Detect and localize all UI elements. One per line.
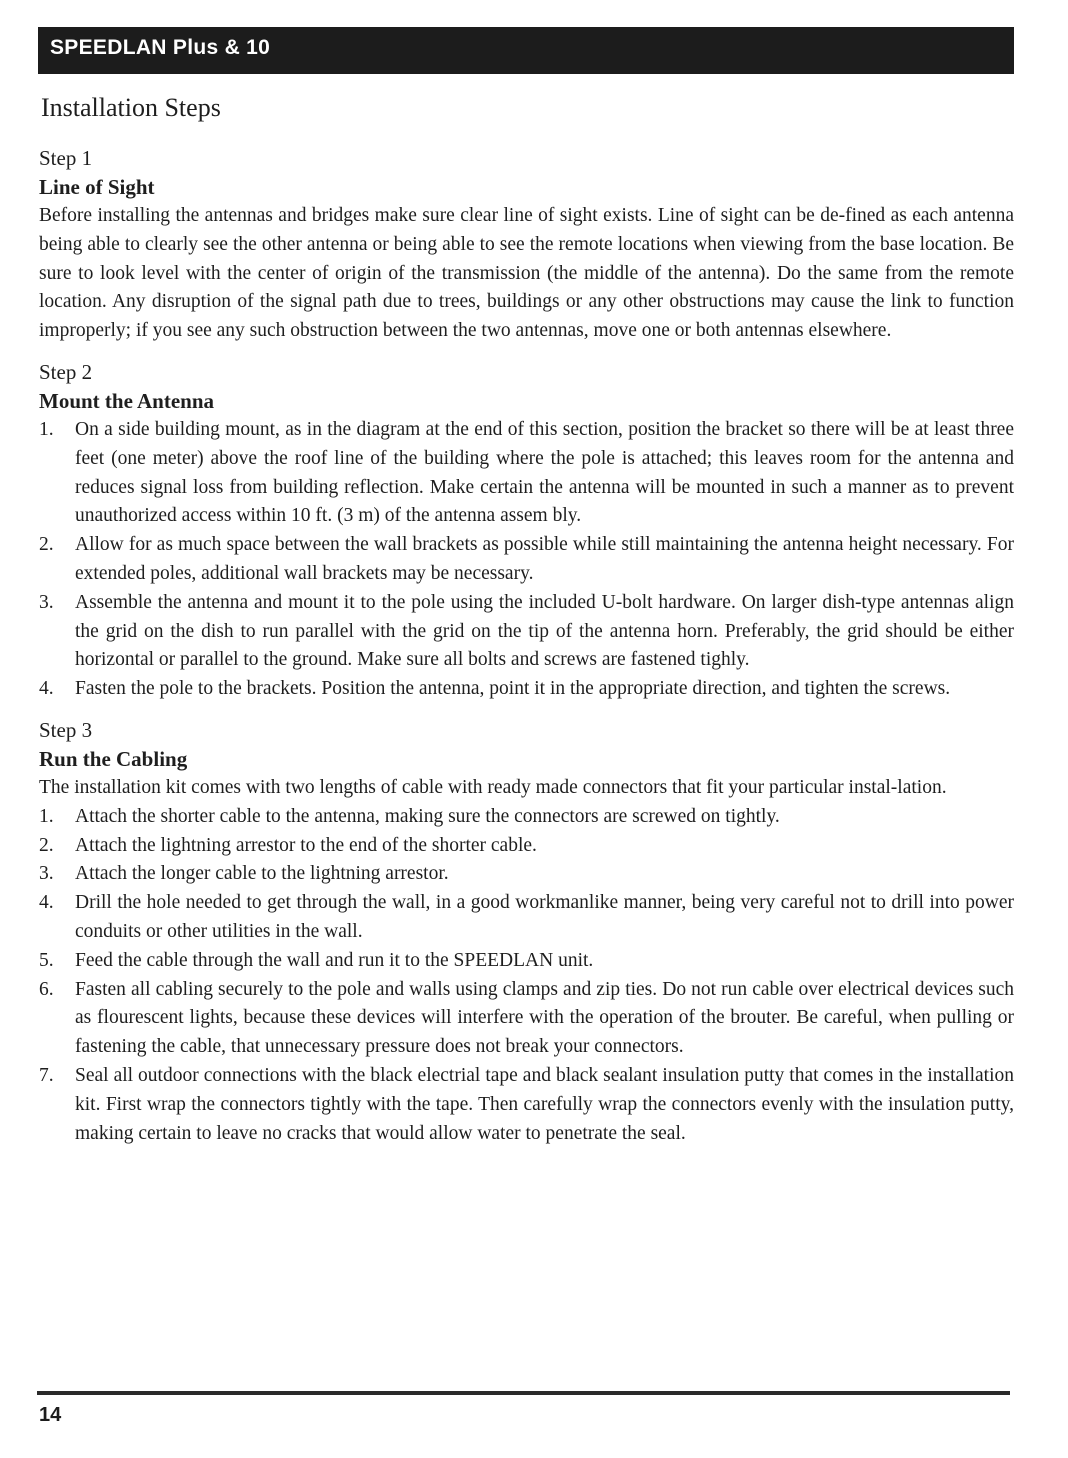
- list-item-text: Attach the lightning arrestor to the end of the shorter cable.: [75, 834, 537, 856]
- list-item-text: Fasten the pole to the brackets. Position the antenna, point it in the appropriate direction, and tighten the screws.: [75, 678, 951, 700]
- list-item-text: Allow for as much space between the wall brackets as possible while still maintaining the antenna height necessary. For extended poles, additional wall brackets may be necessary.: [75, 534, 1014, 584]
- list-item-text: Attach the longer cable to the lightning arrestor.: [75, 863, 449, 885]
- list-item: [39, 531, 1014, 589]
- header-title: SPEEDLAN Plus & 10: [50, 36, 271, 59]
- list-item: [39, 416, 1014, 531]
- page-content: [39, 92, 1014, 1160]
- list-item-number: 1.: [39, 805, 54, 827]
- page-heading: Installation Steps: [41, 93, 221, 122]
- page-number: 14: [39, 1404, 62, 1426]
- list-item-text: Seal all outdoor connections with the black electrial tape and black sealant insulation putty that comes in the installation kit. First wrap the connectors tightly with the tape. Then carefully wrap the connectors evenly with the insulation putty, making certain to leave no cracks that would allow water to penetrate the seal.: [75, 1064, 1014, 1144]
- list-item: [39, 675, 1014, 704]
- list-item-number: 5.: [39, 949, 54, 971]
- step-list: [39, 416, 1014, 704]
- step-intro: The installation kit comes with two lengths of cable with ready made connectors that fit your particular instal-lation.: [39, 776, 947, 798]
- list-item-number: 2.: [39, 834, 54, 856]
- list-item-text: Attach the shorter cable to the antenna, making sure the connectors are screwed on tightly.: [75, 805, 780, 827]
- list-item-number: 7.: [39, 1064, 54, 1086]
- list-item: [39, 1062, 1014, 1148]
- list-item-number: 3.: [39, 863, 54, 885]
- step-list: [39, 803, 1014, 1149]
- list-item-text: Fasten all cabling securely to the pole and walls using clamps and zip ties. Do not run cable over electrical devices such as flourescent lights, because these devices will interfere with the operation of the brouter. Be careful, when pulling or fastening the cable, that unnecessary pressure does not break your connectors.: [75, 978, 1014, 1058]
- list-item: [39, 889, 1014, 947]
- step-number: Step 2: [39, 359, 93, 384]
- list-item: [39, 947, 1014, 976]
- footer-rule: [37, 1391, 1010, 1395]
- step-title: Line of Sight: [39, 175, 155, 199]
- list-item: [39, 860, 1014, 889]
- step-number: Step 3: [39, 717, 93, 742]
- step-title: Mount the Antenna: [39, 388, 215, 413]
- list-item-number: 1.: [39, 418, 54, 440]
- list-item-text: Drill the hole needed to get through the wall, in a good workmanlike manner, being very careful not to drill into power conduits or other utilities in the wall.: [75, 892, 1014, 942]
- list-item-text: On a side building mount, as in the diagram at the end of this section, position the bracket so there will be at least three feet (one meter) above the roof line of the building where the pole is attached; this leaves room for the antenna and reduces signal loss from building reflection. Make certain the antenna will be mounted in such a manner as to prevent unauthorized access within 10 ft. (3 m) of the antenna assem bly.: [75, 418, 1014, 527]
- step-section-2: [39, 358, 1014, 704]
- list-item: [39, 803, 1014, 832]
- header-bar: [38, 27, 1014, 74]
- step-section-3: [39, 716, 1014, 1148]
- step-title: Run the Cabling: [39, 746, 188, 771]
- step-section-1: [39, 144, 1014, 346]
- list-item: [39, 976, 1014, 1062]
- list-item-number: 4.: [39, 678, 54, 700]
- step-intro: Before installing the antennas and bridges make sure clear line of sight exists. Line of sight can be de-fined as each antenna being able to clearly see the other antenna or being able to see the remote locations when viewing from the base location. Be sure to look level with the center of origin of the transmission (the middle of the antenna). Do the same from the remote location. Any disruption of the signal path due to trees, buildings or any other obstructions may cause the link to function improperly; if you see any such obstruction between the two antennas, move one or both antennas elsewhere.: [39, 205, 1014, 342]
- list-item-text: Feed the cable through the wall and run it to the SPEEDLAN unit.: [75, 949, 594, 971]
- list-item: [39, 589, 1014, 675]
- list-item-number: 2.: [39, 534, 54, 556]
- list-item-number: 3.: [39, 591, 54, 613]
- list-item-number: 6.: [39, 978, 54, 1000]
- list-item-number: 4.: [39, 892, 54, 914]
- list-item-text: Assemble the antenna and mount it to the pole using the included U-bolt hardware. On larger dish-type antennas align the grid on the dish to run parallel with the grid on the tip of the antenna horn. Preferably, the grid should be either horizontal or parallel to the ground. Make sure all bolts and screws are fastened tighly.: [75, 591, 1014, 671]
- step-number: Step 1: [39, 146, 93, 170]
- list-item: [39, 832, 1014, 861]
